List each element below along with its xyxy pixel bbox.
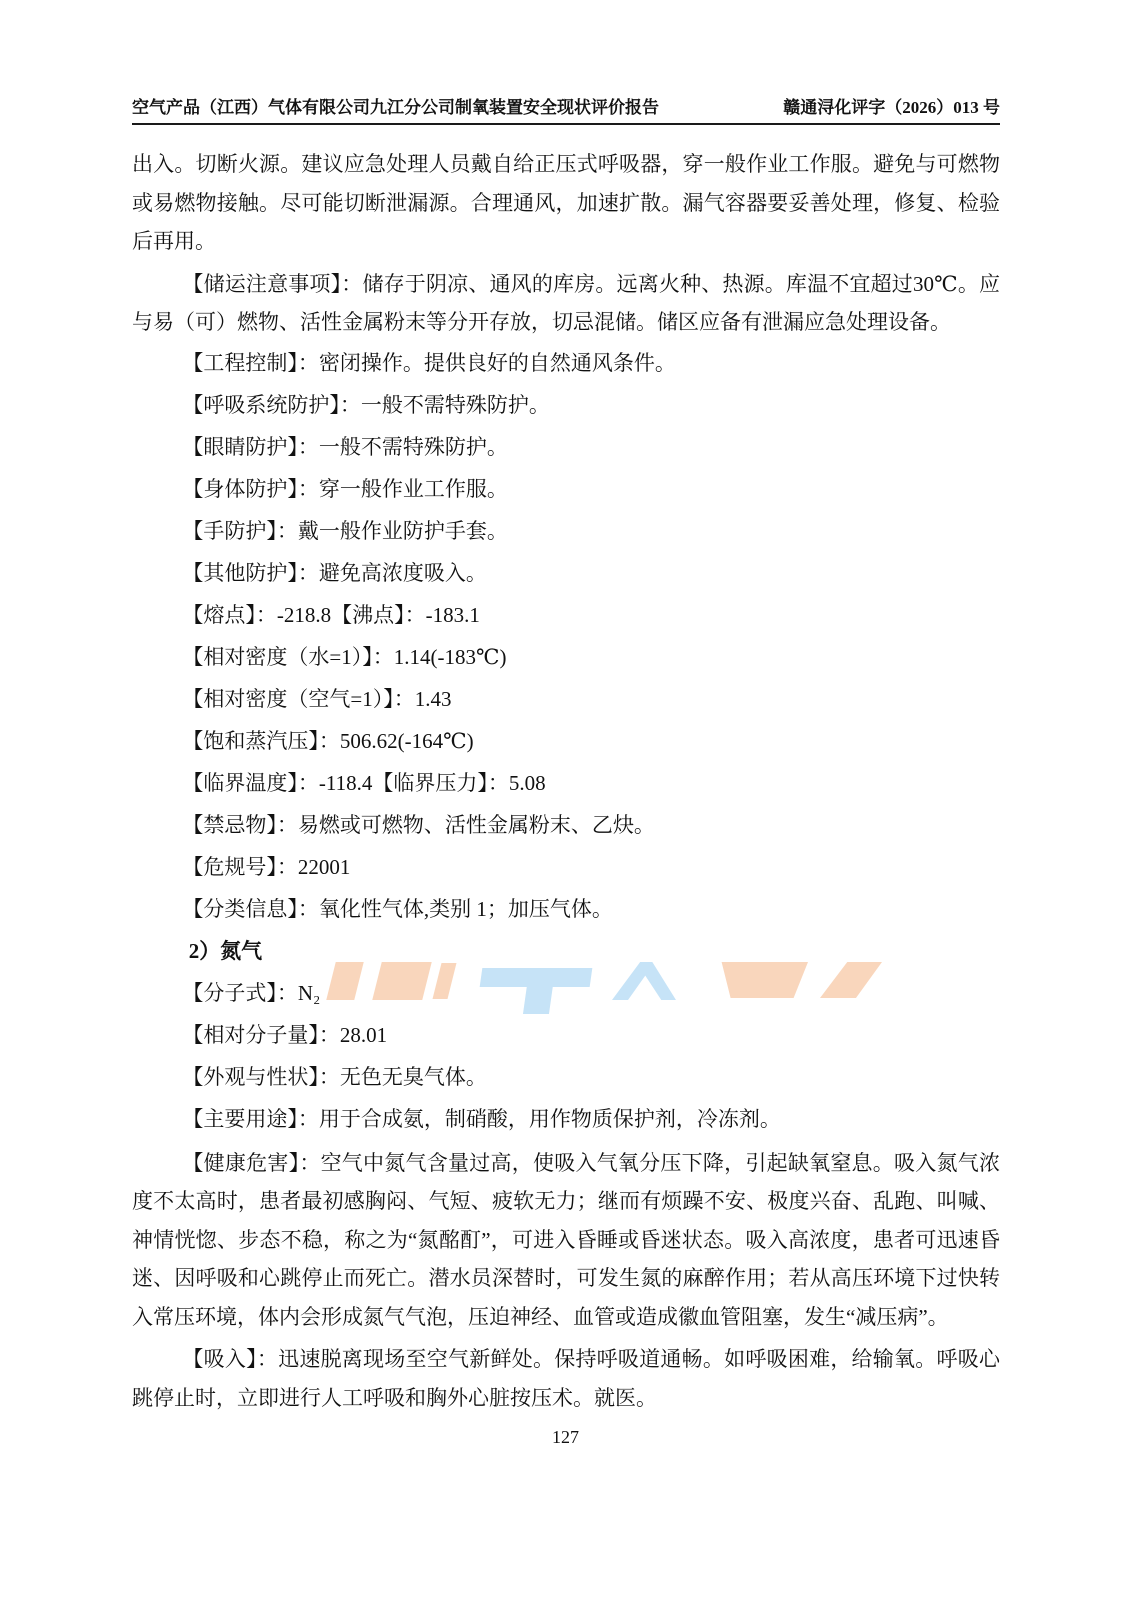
- page-number: 127: [552, 1427, 579, 1447]
- section-heading: 2）氮气: [188, 938, 263, 963]
- property-line: 【身体防护】：穿一般作业工作服。: [182, 476, 508, 501]
- header-document-number: 赣通浔化评字（2026）013 号: [783, 98, 1000, 117]
- page-footer: [0, 1427, 1131, 1448]
- property-line: 【分类信息】：氧化性气体,类别 1；加压气体。: [182, 896, 613, 921]
- property-line: 【外观与性状】：无色无臭气体。: [182, 1064, 487, 1089]
- property-line: 【呼吸系统防护】：一般不需特殊防护。: [182, 392, 550, 417]
- header-report-title: 空气产品（江西）气体有限公司九江分公司制氧装置安全现状评价报告: [132, 98, 659, 117]
- property-line: 【相对密度（空气=1）】：1.43: [182, 686, 452, 711]
- property-line: 【禁忌物】：易燃或可燃物、活性金属粉末、乙炔。: [182, 812, 655, 837]
- property-line: 【工程控制】：密闭操作。提供良好的自然通风条件。: [182, 350, 676, 375]
- property-line: 【相对分子量】：28.01: [182, 1022, 388, 1047]
- property-line: 【相对密度（水=1）】：1.14(-183℃): [182, 644, 507, 669]
- property-line: 【其他防护】：避免高浓度吸入。: [182, 560, 487, 585]
- property-line: 【临界温度】：-118.4【临界压力】：5.08: [182, 770, 546, 795]
- property-line: 【分子式】：N₂: [182, 980, 321, 1005]
- property-line: 【危规号】：22001: [182, 854, 351, 879]
- property-line: 【手防护】：戴一般作业防护手套。: [182, 518, 508, 543]
- paragraph: 【储运注意事项】：储存于阴凉、通风的库房。远离火种、热源。库温不宜超过30℃。应与易（可）燃物、活性金属粉末等分开存放，切忌混储。储区应备有泄漏应急处理设备。: [132, 271, 1000, 334]
- paragraph: 【健康危害】：空气中氮气含量过高，使吸入气氧分压下降，引起缺氧窒息。吸入氮气浓度不太高时，患者最初感胸闷、气短、疲软无力；继而有烦躁不安、极度兴奋、乱跑、叫喊、神情恍惚、步态不稳，称之为“氮酩酊”，可进入昏睡或昏迷状态。吸入高浓度，患者可迅速昏迷、因呼吸和心跳停止而死亡。潜水员深替时，可发生氮的麻醉作用；若从高压环境下过快转入常压环境，体内会形成氮气气泡，压迫神经、血管或造成徽血管阻塞，发生“减压病”。: [132, 1150, 1000, 1329]
- property-line: 【主要用途】：用于合成氨，制硝酸，用作物质保护剂，冷冻剂。: [182, 1106, 781, 1131]
- content-blocks: [132, 145, 1000, 1417]
- property-line: 【饱和蒸汽压】：506.62(-164℃): [182, 728, 474, 753]
- property-line: 【眼睛防护】：一般不需特殊防护。: [182, 434, 508, 459]
- page-header: [132, 93, 1000, 125]
- property-line: 【熔点】：-218.8【沸点】：-183.1: [182, 602, 480, 627]
- paragraph: 出入。切断火源。建议应急处理人员戴自给正压式呼吸器，穿一般作业工作服。避免与可燃物或易燃物接触。尽可能切断泄漏源。合理通风，加速扩散。漏气容器要妥善处理，修复、检验后再用。: [132, 152, 1000, 253]
- paragraph: 【吸入】：迅速脱离现场至空气新鲜处。保持呼吸道通畅。如呼吸困难，给输氧。呼吸心跳停止时，立即进行人工呼吸和胸外心脏按压术。就医。: [132, 1347, 1000, 1410]
